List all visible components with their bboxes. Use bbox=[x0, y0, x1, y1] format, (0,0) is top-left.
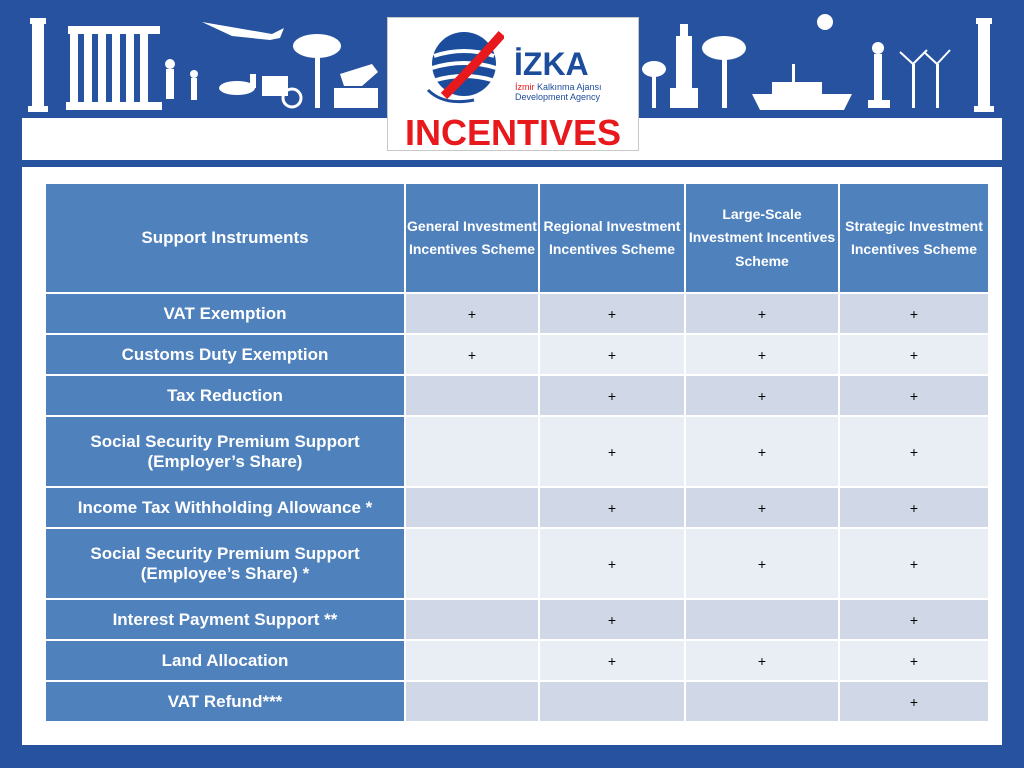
table-cell: + bbox=[685, 640, 839, 681]
brand-subtitle-city: İzmir bbox=[515, 82, 535, 92]
table-cell: + bbox=[685, 416, 839, 487]
table-cell: + bbox=[839, 528, 989, 599]
table-row bbox=[45, 528, 989, 599]
table-cell: + bbox=[839, 487, 989, 528]
row-label: Tax Reduction bbox=[45, 375, 405, 416]
table-cell bbox=[405, 528, 539, 599]
table-row bbox=[45, 375, 989, 416]
row-label: VAT Exemption bbox=[45, 293, 405, 334]
table-cell: + bbox=[839, 293, 989, 334]
table-cell: + bbox=[539, 293, 685, 334]
izka-logo bbox=[387, 17, 639, 151]
table-cell bbox=[405, 599, 539, 640]
table-cell: + bbox=[685, 293, 839, 334]
row-label: Income Tax Withholding Allowance * bbox=[45, 487, 405, 528]
table-cell: + bbox=[685, 375, 839, 416]
table-row bbox=[45, 681, 989, 722]
table-cell: + bbox=[839, 375, 989, 416]
table-row bbox=[45, 599, 989, 640]
table-cell: + bbox=[539, 416, 685, 487]
table-cell bbox=[405, 416, 539, 487]
table-cell: + bbox=[405, 293, 539, 334]
row-label: Customs Duty Exemption bbox=[45, 334, 405, 375]
incentives-table bbox=[44, 182, 990, 723]
table-cell: + bbox=[839, 640, 989, 681]
column-header: Strategic Investment Incentives Scheme bbox=[839, 183, 989, 293]
column-header: Support Instruments bbox=[45, 183, 405, 293]
row-label: Interest Payment Support ** bbox=[45, 599, 405, 640]
table-cell: + bbox=[839, 681, 989, 722]
table-cell: + bbox=[839, 599, 989, 640]
brand-subtitle-english: Development Agency bbox=[515, 92, 601, 102]
table-cell bbox=[405, 487, 539, 528]
table-row bbox=[45, 416, 989, 487]
table-row bbox=[45, 293, 989, 334]
table-cell: + bbox=[539, 528, 685, 599]
table-cell: + bbox=[539, 487, 685, 528]
table-row bbox=[45, 334, 989, 375]
table-cell: + bbox=[685, 528, 839, 599]
table-cell: + bbox=[839, 334, 989, 375]
table-cell: + bbox=[685, 334, 839, 375]
page-title: INCENTIVES bbox=[404, 112, 622, 153]
table-cell: + bbox=[539, 640, 685, 681]
row-label: VAT Refund*** bbox=[45, 681, 405, 722]
table-cell bbox=[685, 681, 839, 722]
table-row bbox=[45, 487, 989, 528]
column-header: General Investment Incentives Scheme bbox=[405, 183, 539, 293]
table-row bbox=[45, 640, 989, 681]
row-label: Land Allocation bbox=[45, 640, 405, 681]
table-header-row bbox=[45, 183, 989, 293]
row-label: Social Security Premium Support (Employer’s Share) bbox=[45, 416, 405, 487]
table-cell: + bbox=[539, 599, 685, 640]
table-cell: + bbox=[539, 334, 685, 375]
table-cell bbox=[685, 599, 839, 640]
brand-name: İZKA bbox=[514, 46, 589, 82]
globe-icon bbox=[424, 26, 504, 106]
table-cell: + bbox=[685, 487, 839, 528]
table-cell bbox=[405, 640, 539, 681]
table-cell: + bbox=[405, 334, 539, 375]
table-cell bbox=[405, 681, 539, 722]
brand-subtitle bbox=[515, 82, 602, 92]
table-cell: + bbox=[539, 375, 685, 416]
row-label: Social Security Premium Support (Employee’s Share) * bbox=[45, 528, 405, 599]
table-cell bbox=[405, 375, 539, 416]
table-cell: + bbox=[839, 416, 989, 487]
table-cell bbox=[539, 681, 685, 722]
column-header: Regional Investment Incentives Scheme bbox=[539, 183, 685, 293]
brand-subtitle-rest: Kalkınma Ajansı bbox=[537, 82, 602, 92]
column-header: Large-Scale Investment Incentives Scheme bbox=[685, 183, 839, 293]
